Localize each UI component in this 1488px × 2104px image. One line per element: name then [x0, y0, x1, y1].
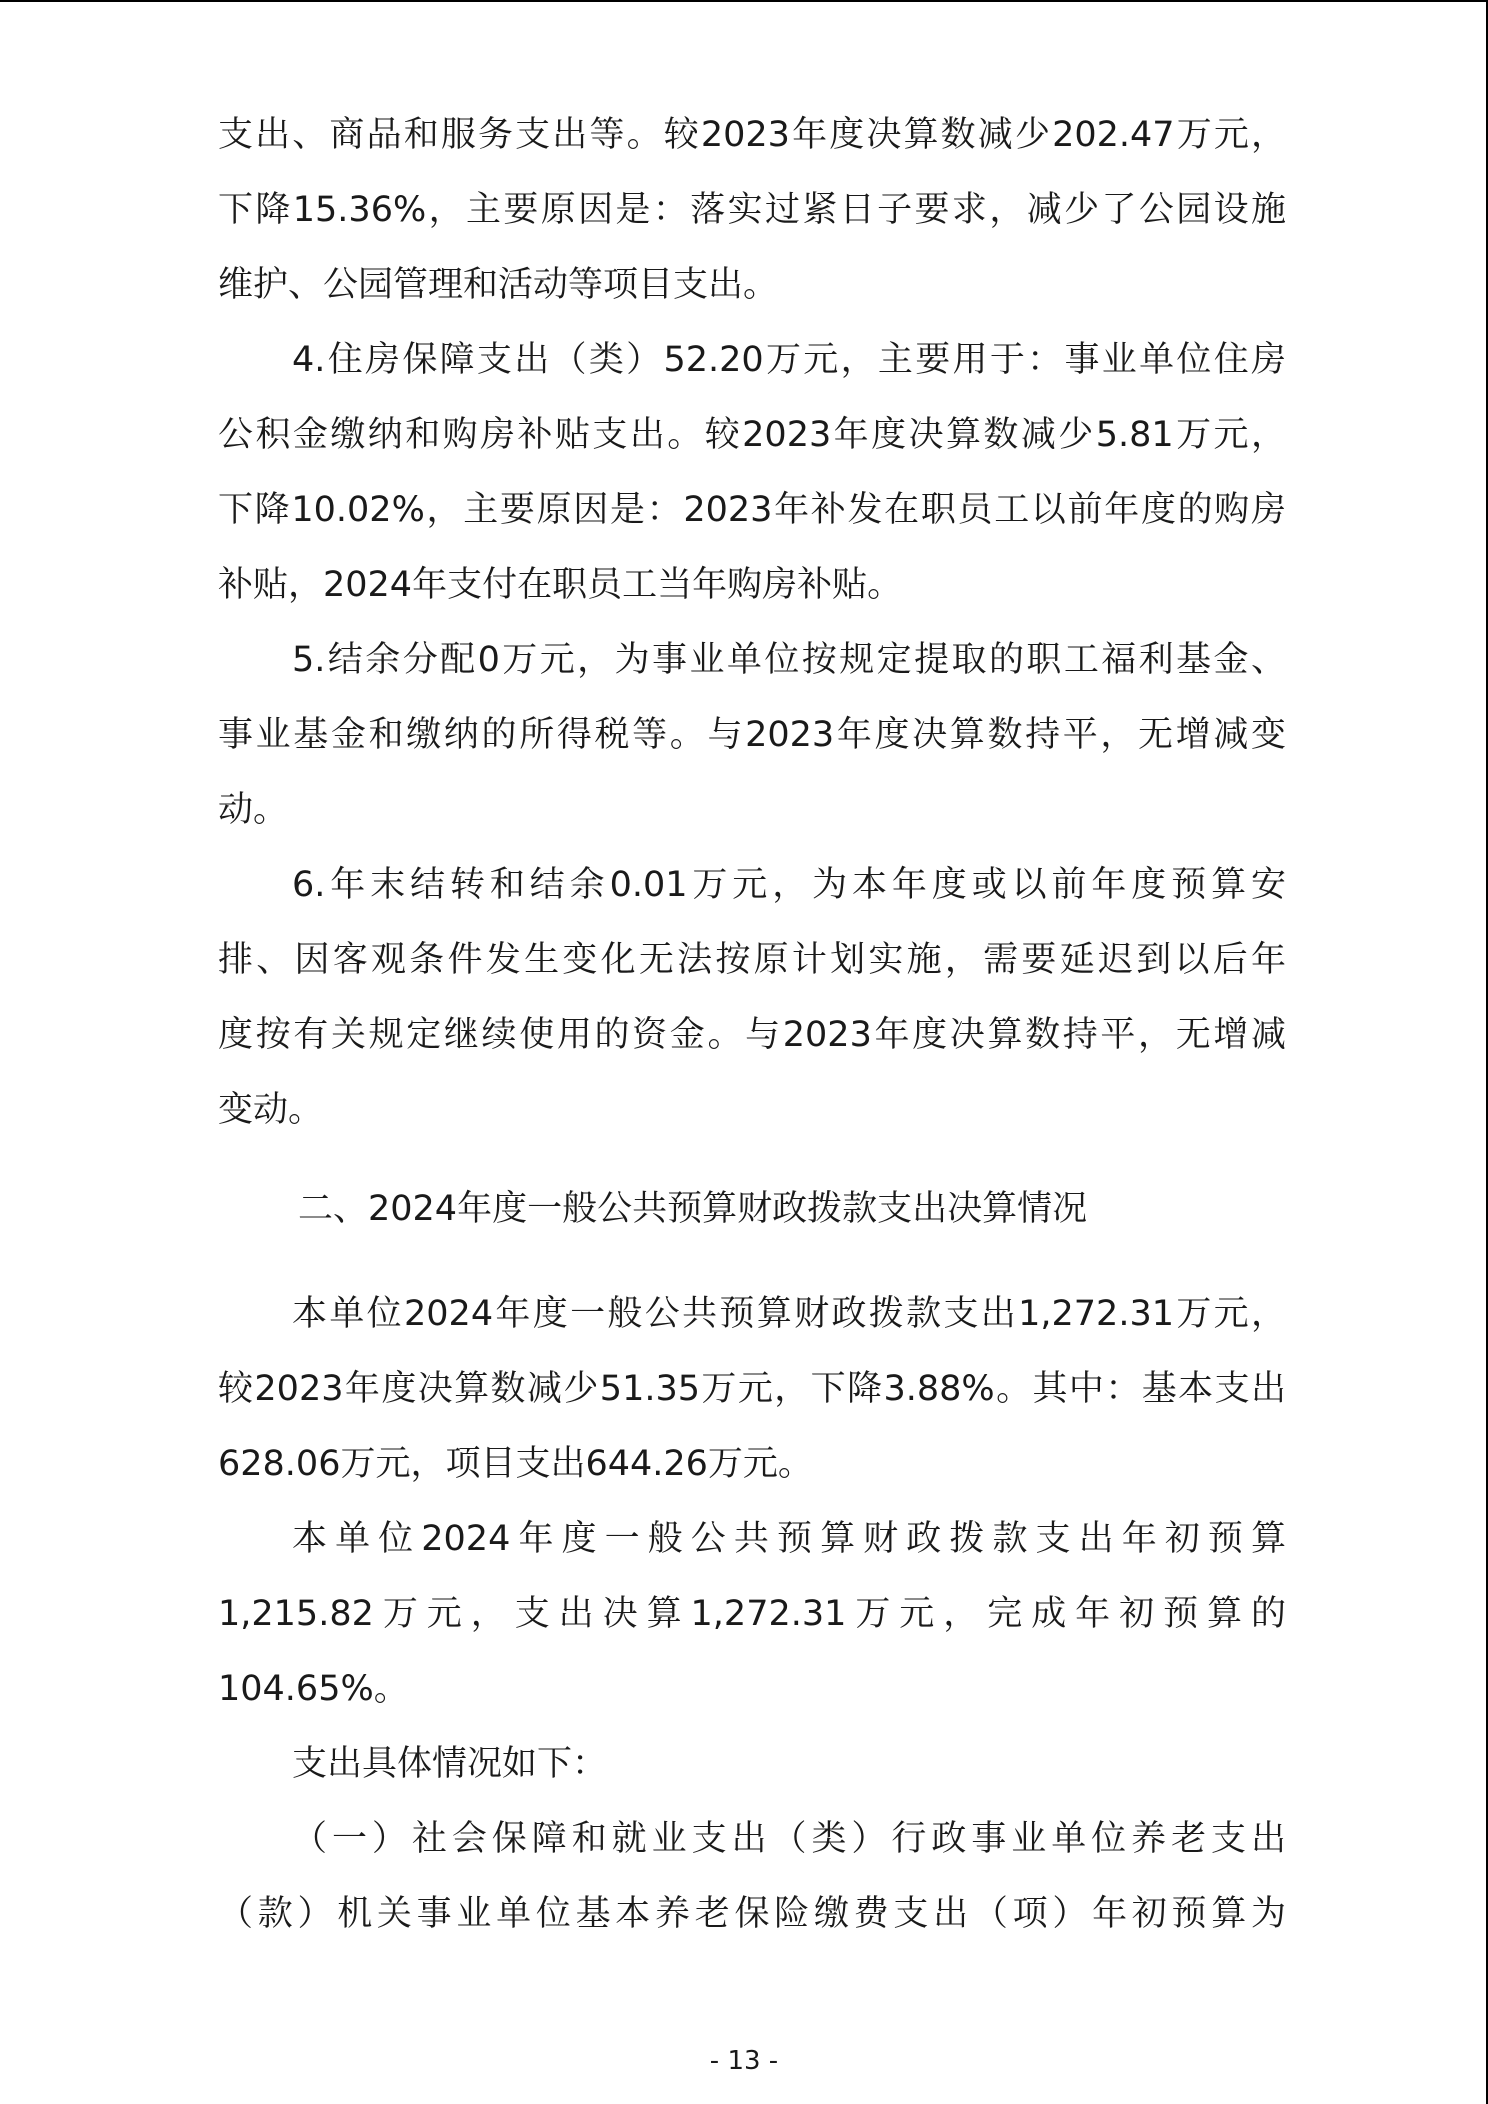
text-line: 度按有关规定继续使用的资金。与2023年度决算数持平，无增减 [218, 1015, 1286, 1055]
text-line: 补贴，2024年支付在职员工当年购房补贴。 [218, 565, 903, 605]
text-line: 628.06万元，项目支出644.26万元。 [218, 1444, 813, 1484]
text-line: （款）机关事业单位基本养老保险缴费支出（项）年初预算为 [218, 1894, 1286, 1934]
text-line: 104.65%。 [218, 1669, 409, 1709]
text-line: 下降10.02%，主要原因是：2023年补发在职员工以前年度的购房 [218, 490, 1286, 530]
section-heading: 二、2024年度一般公共预算财政拨款支出决算情况 [298, 1189, 1088, 1229]
text-line: 较2023年度决算数减少51.35万元，下降3.88%。其中：基本支出 [218, 1369, 1286, 1409]
text-line: 1,215.82万元，支出决算1,272.31万元，完成年初预算的 [218, 1594, 1286, 1634]
paragraph-start-line: 5.结余分配0万元，为事业单位按规定提取的职工福利基金、 [292, 640, 1286, 680]
text-line: 动。 [218, 790, 289, 830]
text-line: 排、因客观条件发生变化无法按原计划实施，需要延迟到以后年 [218, 940, 1286, 980]
page-number: - 13 - [709, 2046, 779, 2076]
paragraph-start-line: 6.年末结转和结余0.01万元，为本年度或以前年度预算安 [292, 865, 1286, 905]
paragraph-start-line: 本单位2024年度一般公共预算财政拨款支出年初预算 [292, 1519, 1286, 1559]
text-line: 维护、公园管理和活动等项目支出。 [218, 265, 779, 305]
paragraph-start-line: 4.住房保障支出（类）52.20万元，主要用于：事业单位住房 [292, 340, 1286, 380]
paragraph-start-line: 支出具体情况如下： [292, 1744, 608, 1784]
text-line: 支出、商品和服务支出等。较2023年度决算数减少202.47万元， [218, 115, 1286, 155]
text-line: 事业基金和缴纳的所得税等。与2023年度决算数持平，无增减变 [218, 715, 1286, 755]
text-line: 公积金缴纳和购房补贴支出。较2023年度决算数减少5.81万元， [218, 415, 1286, 455]
paragraph-start-line: （一）社会保障和就业支出（类）行政事业单位养老支出 [292, 1819, 1286, 1859]
document-body [218, 98, 1286, 1952]
text-line: 变动。 [218, 1090, 324, 1130]
text-line: 下降15.36%，主要原因是：落实过紧日子要求，减少了公园设施 [218, 190, 1286, 230]
paragraph-start-line: 本单位2024年度一般公共预算财政拨款支出1,272.31万元， [292, 1294, 1286, 1334]
